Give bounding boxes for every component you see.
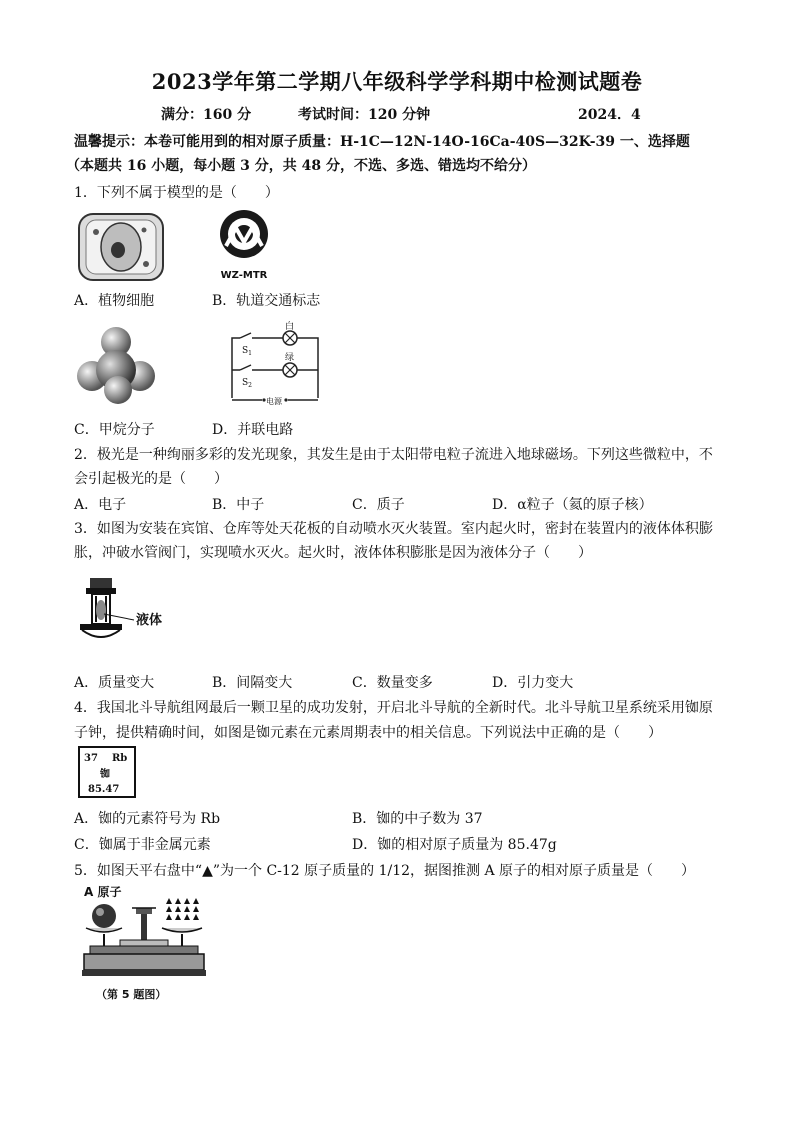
q1-option-a: A．植物细胞 xyxy=(74,293,155,309)
white-lamp-label: 白 xyxy=(285,322,295,332)
right-pan-triangles xyxy=(166,898,199,920)
q3-stem-line-1: 3．如图为安装在宾馆、仓库等处天花板的自动喷水灭火装置。室内起火时，密封在装置内的液体体积膨 xyxy=(74,521,713,537)
q3-option-a: A．质量变大 xyxy=(74,675,155,691)
q3-option-b: B．间隔变大 xyxy=(212,675,293,691)
q2-stem-line-2: 会引起极光的是（ ） xyxy=(74,471,228,487)
q3-stem-line-2: 胀，冲破水管阀门，实现喷水灭火。起火时，液体体积膨胀是因为液体分子（ ） xyxy=(74,545,592,561)
balance-figure-caption: （第 5 题图） xyxy=(96,988,167,1001)
cell-atomic-number: 37 xyxy=(84,753,98,764)
plant-cell-figure xyxy=(74,208,170,286)
cell-element-name: 铷 xyxy=(100,769,110,780)
q2-option-a: A．电子 xyxy=(74,497,127,513)
exam-time: 考试时间：120 分钟 xyxy=(298,107,431,123)
green-lamp-label: 绿 xyxy=(285,353,295,363)
balance-figure xyxy=(80,882,208,1004)
q1-option-c: C．甲烷分子 xyxy=(74,422,155,438)
q1-option-d: D．并联电路 xyxy=(212,422,294,438)
q4-option-b: B．铷的中子数为 37 xyxy=(352,811,483,827)
sprinkler-liquid-label: 液体 xyxy=(136,613,163,628)
exam-title: 2023学年第二学期八年级科学学科期中检测试题卷 xyxy=(151,69,643,94)
q4-option-a: A．铷的元素符号为 Rb xyxy=(74,811,221,827)
notice-line-2: （本题共 16 小题，每小题 3 分，共 48 分，不选、多选、错选均不给分） xyxy=(66,158,536,174)
full-score: 满分：160 分 xyxy=(161,107,252,123)
q1-stem: 1．下列不属于模型的是（ ） xyxy=(74,185,279,201)
power-source-label: 电源 xyxy=(266,397,282,406)
metro-logo-text: WZ-MTR xyxy=(220,270,268,281)
q3-option-c: C．数量变多 xyxy=(352,675,433,691)
sprinkler-figure xyxy=(76,574,176,658)
switch-s2-label: $S_2$ xyxy=(242,378,252,389)
cell-atomic-mass: 85.47 xyxy=(88,784,120,795)
q2-option-d: D．α粒子（氦的原子核） xyxy=(492,497,653,513)
balance-atom-label: A 原子 xyxy=(84,885,122,899)
notice-line-1: 温馨提示：本卷可能用到的相对原子质量：H-1C—12N-14O-16Ca-40S—32K-39 一、选择题 xyxy=(74,134,690,150)
q2-option-b: B．中子 xyxy=(212,497,265,513)
metro-logo-figure xyxy=(212,206,276,284)
q2-option-c: C．质子 xyxy=(352,497,405,513)
q4-option-c: C．铷属于非金属元素 xyxy=(74,837,211,853)
q2-stem-line-1: 2．极光是一种绚丽多彩的发光现象，其发生是由于太阳带电粒子流进入地球磁场。下列这些微粒中，不 xyxy=(74,447,713,463)
methane-molecule-figure xyxy=(76,326,156,406)
q4-stem-line-1: 4．我国北斗导航组网最后一颗卫星的成功发射，开启北斗导航的全新时代。北斗导航卫星系统采用铷原 xyxy=(74,700,713,716)
exam-date: 2024．4 xyxy=(578,107,641,123)
parallel-circuit-figure xyxy=(226,320,326,408)
periodic-table-cell-figure xyxy=(78,746,136,798)
q4-stem-line-2: 子钟，提供精确时间，如图是铷元素在元素周期表中的相关信息。下列说法中正确的是（ ） xyxy=(74,725,662,741)
q1-option-b: B．轨道交通标志 xyxy=(212,293,321,309)
q5-stem: 5．如图天平右盘中“▲”为一个 C-12 原子质量的 1/12，据图推测 A 原子的相对原子质量是（ ） xyxy=(74,863,696,879)
switch-s1-label: $S_1$ xyxy=(242,346,252,357)
q3-option-d: D．引力变大 xyxy=(492,675,574,691)
cell-symbol: Rb xyxy=(112,753,128,764)
q4-option-d: D．铷的相对原子质量为 85.47g xyxy=(352,837,557,853)
